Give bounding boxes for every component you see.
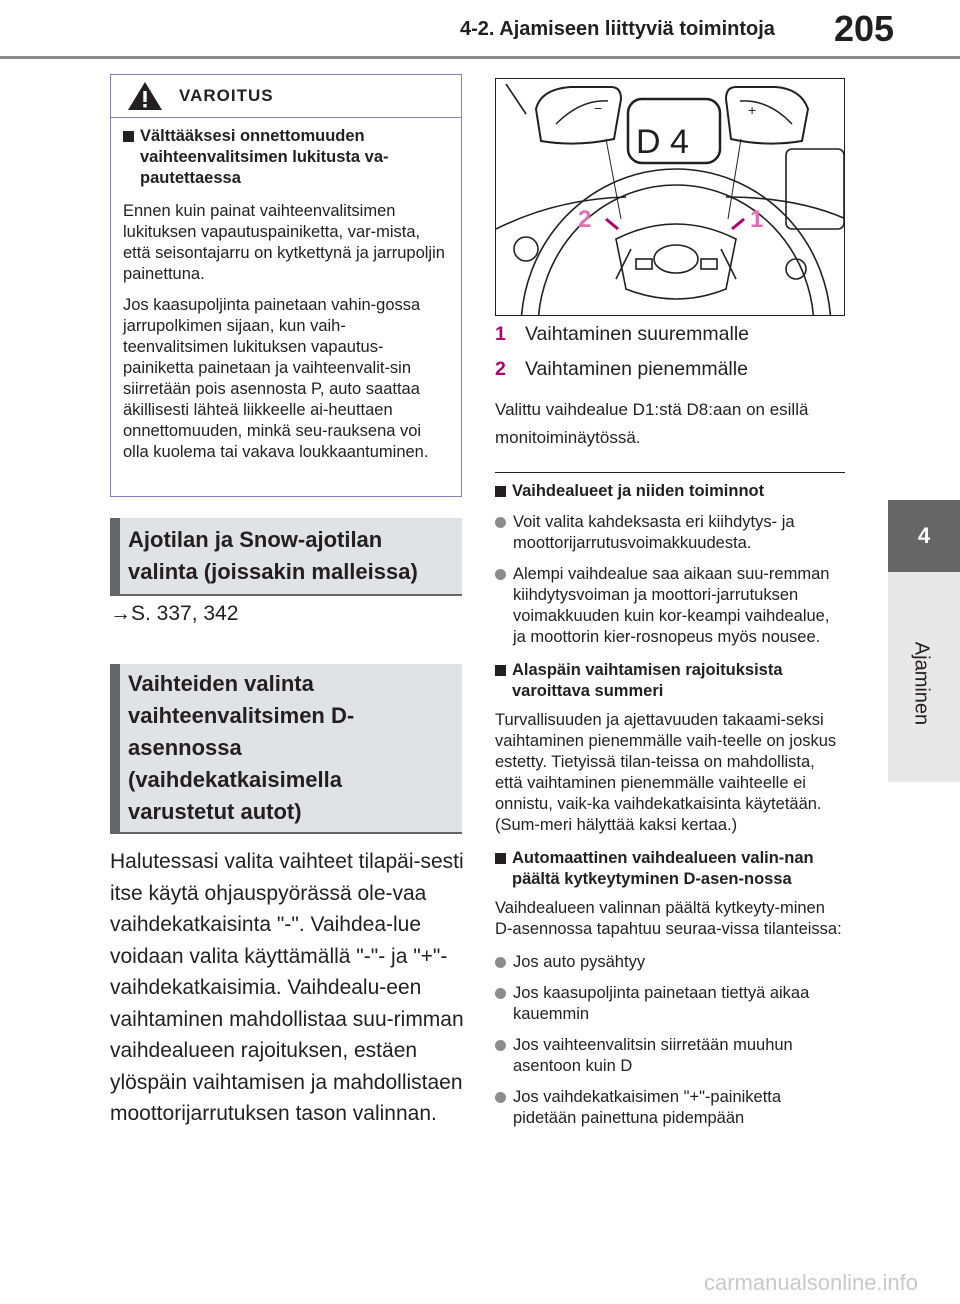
subheading [495, 481, 845, 502]
steering-wheel-figure [495, 78, 845, 316]
bullet-dot-icon [495, 569, 506, 580]
body-paragraph: Halutessasi valita vaihteet tilapäi-sesti itse käytä ohjauspyörässä ole-vaa vaihdekatkaisinta "-". Vaihdea-lue voidaan valita käyttämällä "-"- ja "+"-vaihdekatkaisimia. Vaihdealu-een vaihtaminen mahdollistaa suu-rimman vaihdealueen rajoituksen, estäen ylöspäin vaihtamisen ja mahdollistaen moottorijarrutuksen tason valinnan. [110, 850, 464, 1125]
caption-text: Vaihtaminen suuremmalle [525, 323, 749, 345]
paragraph: Turvallisuuden ja ajettavuuden takaami-seksi vaihtaminen pienemmälle vaih-teelle on joskus estetty. Tietyissä tilan-teissa on mahdollista, että vaihtaminen pienemmälle vaihteelle ei onnistu, vaik-ka vaihdekatkaisinta käytetään. (Sum-meri hälyttää kaksi kertaa.) [495, 711, 837, 834]
bullet-item [495, 564, 845, 648]
bullet-text: Jos kaasupoljinta painetaan tiettyä aikaa kauemmin [513, 984, 810, 1023]
page-reference: →S. 337, 342 [110, 602, 239, 625]
bullet-item [495, 952, 845, 973]
warning-box [110, 74, 462, 497]
section-divider [495, 472, 845, 473]
bullet-text: Jos vaihdekatkaisimen "+"-painiketta pidetään painettuna pidempään [513, 1088, 782, 1127]
bullet-item [495, 1087, 845, 1129]
figure-caption [495, 358, 748, 381]
callout-2: 2 [578, 206, 592, 233]
right-column [495, 481, 845, 1129]
subheading-text: Automaattinen vaihdealueen valin-nan päältä kytkeytyminen D-asen-nossa [512, 849, 814, 888]
watermark: carmanualsonline.info [704, 1270, 919, 1295]
minus-symbol: − [594, 100, 603, 116]
caption-note: Valittu vaihdealue D1:stä D8:aan on esillä monitoiminäytössä. [495, 400, 809, 447]
bullet-item [495, 983, 845, 1025]
paragraph: Vaihdealueen valinnan päältä kytkeyty-minen D-asennossa tapahtuu seuraa-vissa tilanteissa: [495, 899, 842, 938]
heading-line: Ajotilan ja Snow-ajotilan [128, 527, 383, 552]
caption-text: Vaihtaminen pienemmälle [525, 358, 748, 380]
warning-paragraph: Ennen kuin painat vaihteenvalitsimen lukituksen vapautuspainiketta, var-mista, että seisontajarru on kytkettynä ja jarrupoljin painettuna. [123, 202, 445, 283]
page-number: 205 [834, 8, 895, 49]
heading-line: valinta (joissakin malleissa) [128, 559, 418, 584]
plus-symbol: + [748, 102, 757, 118]
square-bullet-icon [495, 665, 506, 676]
bullet-dot-icon [495, 957, 506, 968]
heading-line: varustetut autot) [128, 799, 302, 824]
heading-line: Vaihteiden valinta [128, 671, 314, 696]
bullet-dot-icon [495, 988, 506, 999]
warning-subheading [123, 126, 451, 189]
bullet-text: Jos auto pysähtyy [513, 953, 646, 971]
figure-caption [495, 323, 749, 346]
bullet-item [495, 512, 845, 554]
square-bullet-icon [123, 131, 134, 142]
gear-display: D 4 [636, 123, 689, 161]
warning-title: VAROITUS [179, 86, 274, 105]
heading-drive-mode [110, 518, 462, 596]
steering-wheel-illustration [496, 79, 845, 316]
section-title: 4-2. Ajamiseen liittyviä toimintoja [460, 18, 775, 40]
bullet-dot-icon [495, 1092, 506, 1103]
bullet-text: Jos vaihteenvalitsin siirretään muuhun asentoon kuin D [513, 1036, 793, 1075]
heading-line: (vaihdekatkaisimella [128, 767, 343, 792]
warning-triangle-icon [127, 81, 163, 111]
callout-1: 1 [750, 206, 764, 233]
heading-line: asennossa [128, 735, 242, 760]
subheading-text: Alaspäin vaihtamisen rajoituksista varoittava summeri [512, 661, 783, 700]
subheading [495, 848, 845, 890]
square-bullet-icon [495, 486, 506, 497]
caption-number: 1 [495, 323, 506, 345]
warning-subheading-text: Välttääksesi onnettomuuden vaihteenvalitsimen lukitusta va-pautettaessa [140, 127, 389, 187]
bullet-item [495, 1035, 845, 1077]
square-bullet-icon [495, 853, 506, 864]
warning-body [111, 118, 461, 463]
bullet-text: Voit valita kahdeksasta eri kiihdytys- ja moottorijarrutusvoimakkuudesta. [513, 513, 795, 552]
chapter-tab: 4 [888, 500, 960, 572]
chapter-label: Ajaminen [910, 641, 933, 726]
heading-gear-selection [110, 664, 462, 834]
header-rule [0, 56, 960, 59]
bullet-dot-icon [495, 517, 506, 528]
caption-number: 2 [495, 358, 506, 380]
subheading-text: Vaihdealueet ja niiden toiminnot [512, 482, 765, 500]
subheading [495, 660, 845, 702]
bullet-dot-icon [495, 1040, 506, 1051]
warning-header [111, 75, 461, 118]
warning-paragraph: Jos kaasupoljinta painetaan vahin-gossa jarrupolkimen sijaan, kun vaih-teenvalitsimen lukituksen vapautus-painiketta painetaan ja vaihteenvalit-sin siirretään pois asennosta P, auto saattaa äkillisesti lähteä liikkeelle ai-heuttaen onnettomuuden, minkä seu-rauksena voi olla kuolema tai vakava loukkaantuminen. [123, 296, 429, 461]
bullet-text: Alempi vaihdealue saa aikaan suu-remman kiihdytysvoiman ja moottori-jarrutuksen voimakkuuden kuin kor-keampi vaihdealue, ja moottorin kier-rosnopeus myös nousee. [513, 565, 830, 646]
heading-line: vaihteenvalitsimen D- [128, 703, 355, 728]
